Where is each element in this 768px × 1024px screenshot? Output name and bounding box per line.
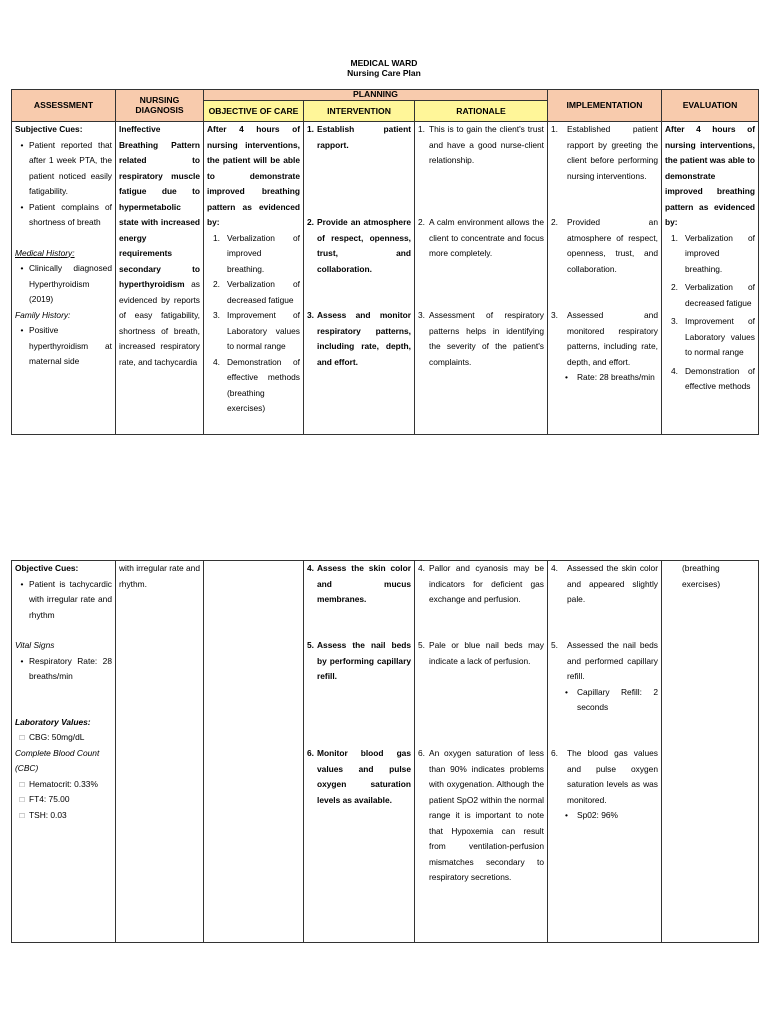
objective-cues-heading: Objective Cues: [15, 563, 79, 573]
nursing-diagnosis-cell [116, 122, 204, 435]
list-item: 4. Demonstration of effective methods (breathing exercises) [213, 356, 300, 413]
cbc-heading: Complete Blood Count (CBC) [15, 747, 100, 773]
diagnosis-statement: Ineffective Breathing Pattern related to respiratory muscle fatigue due to hypermetabolic state with increased energy requirements secondary to hyperthyroidism [119, 124, 200, 289]
subjective-cues-heading: Subjective Cues: [15, 124, 83, 134]
list-item: • Sp02: 96% [551, 808, 658, 824]
care-plan-table-page-2 [11, 560, 759, 943]
list-item: □ CBG: 50mg/dL [15, 730, 112, 746]
rationale-item: 6. An oxygen saturation of less than 90% indicates problems with oxygenation. Although the patient SpO2 within the normal range it is important to note that Hypoxemia can result from ventilation-perfusion mismatches secondary to respiratory secretions. [418, 748, 544, 882]
checkbox-icon: □ [19, 778, 25, 789]
intervention-cell [304, 122, 415, 435]
checkbox-icon: □ [19, 732, 25, 742]
intervention-item: 6. Monitor blood gas values and pulse oxygen saturation levels as available. [307, 748, 411, 805]
list-item: 4. Demonstration of effective methods [671, 365, 755, 391]
assessment-cell [12, 122, 116, 435]
evaluation-header: EVALUATION [662, 90, 759, 122]
nursing-diagnosis-cell [116, 561, 204, 943]
objective-cell [204, 561, 304, 943]
bullet-icon: • [565, 810, 568, 820]
intervention-item: 2. Provide an atmosphere of respect, openness, trust, and collaboration. [307, 217, 411, 274]
list-item: 1. Verbalization of improved breathing. [213, 232, 300, 274]
checkbox-icon: □ [19, 794, 25, 804]
bullet-icon: • [20, 325, 24, 335]
list-item: • Patient reported that after 1 week PTA, the patient noticed easily fatigability. [15, 138, 112, 200]
implementation-item: 6. The blood gas values and pulse oxygen saturation levels as was monitored. [551, 748, 658, 805]
intervention-item: 1. Establish patient rapport. [307, 124, 411, 150]
laboratory-values-heading: Laboratory Values: [15, 716, 91, 727]
rationale-item: 4. Pallor and cyanosis may be indicators for deficient gas exchange and perfusion. [418, 563, 544, 604]
implementation-cell [548, 122, 662, 435]
list-item: 2. Verbalization of decreased fatigue [671, 282, 755, 308]
vital-signs-heading: Vital Signs [15, 640, 55, 650]
intervention-header: INTERVENTION [304, 101, 415, 122]
rationale-header: RATIONALE [415, 101, 548, 122]
evaluation-cell [662, 122, 759, 435]
list-item: 1. Verbalization of improved breathing. [671, 232, 755, 274]
medical-history-heading: Medical History: [15, 247, 75, 258]
implementation-item: 3. Assessed and monitored respiratory patterns, including rate, depth, and effort. [551, 310, 658, 367]
rationale-cell [415, 561, 548, 943]
bullet-icon: • [20, 578, 24, 589]
intervention-item: 5. Assess the nail beds by performing capillary refill. [307, 640, 411, 681]
list-item: 3. Improvement of Laboratory values to normal range [213, 310, 300, 351]
family-history-heading: Family History: [15, 309, 71, 320]
implementation-group [551, 638, 658, 746]
implementation-item: 4. Assessed the skin color and appeared slightly pale. [551, 563, 658, 604]
list-item: • Capillary Refill: 2 seconds [551, 685, 658, 716]
implementation-item: 2. Provided an atmosphere of respect, openness, trust, and collaboration. [551, 217, 658, 274]
diagnosis-continuation: with irregular rate and rhythm. [119, 563, 200, 589]
objective-header: OBJECTIVE OF CARE [204, 101, 304, 122]
list-item: 2. Verbalization of decreased fatigue [213, 279, 300, 305]
list-item: • Clinically diagnosed Hyperthyroidism (2019) [15, 261, 112, 308]
evaluation-continuation: (breathing exercises) [682, 563, 721, 589]
document-title: MEDICAL WARD [350, 58, 418, 68]
list-item: • Patient is tachycardic with irregular rate and rhythm [15, 577, 112, 624]
list-item: • Respiratory Rate: 28 breaths/min [15, 654, 112, 685]
objective-cell [204, 122, 304, 435]
list-item: 3. Improvement of Laboratory values to normal range [671, 316, 755, 357]
intervention-item: 4. Assess the skin color and mucus membranes. [307, 563, 411, 604]
planning-header: PLANNING [204, 90, 548, 101]
rationale-item: 2. A calm environment allows the client to concentrate and focus more completely. [418, 217, 544, 258]
list-item: □ TSH: 0.03 [15, 808, 112, 824]
objective-statement: After 4 hours of nursing interventions, the patient will be able to demonstrate improved breathing pattern as evidenced by: [207, 124, 300, 227]
rationale-cell [415, 122, 548, 435]
implementation-cell [548, 561, 662, 943]
intervention-item: 3. Assess and monitor respiratory patterns, including rate, depth, and effort. [307, 310, 411, 367]
bullet-icon: • [565, 372, 568, 382]
checkbox-icon: □ [19, 809, 25, 820]
intervention-cell [304, 561, 415, 943]
rationale-item: 5. Pale or blue nail beds may indicate a lack of perfusion. [418, 640, 544, 666]
bullet-icon: • [20, 201, 24, 212]
bullet-icon: • [20, 139, 24, 150]
list-item: □ FT4: 75.00 [15, 792, 112, 808]
assessment-header: ASSESSMENT [12, 90, 116, 122]
assessment-cell [12, 561, 116, 943]
implementation-item: 5. Assessed the nail beds and performed capillary refill. [551, 640, 658, 681]
list-item: • Positive hyperthyroidism at maternal side [15, 323, 112, 370]
evaluation-cell [662, 561, 759, 943]
rationale-item: 3. Assessment of respiratory patterns helps in identifying the severity of the patient's complaints. [418, 310, 544, 367]
list-item: □ Hematocrit: 0.33% [15, 777, 112, 793]
document-subtitle: Nursing Care Plan [347, 68, 421, 78]
implementation-header: IMPLEMENTATION [548, 90, 662, 122]
rationale-item: 1. This is to gain the client's trust and have a good nurse-client relationship. [418, 124, 544, 165]
bullet-icon: • [565, 686, 568, 697]
bullet-icon: • [20, 263, 24, 273]
bullet-icon: • [20, 655, 24, 666]
evaluation-statement: After 4 hours of nursing interventions, the patient was able to demonstrate improved breathing pattern as evidenced by: [665, 124, 755, 227]
implementation-item: 1. Established patient rapport by greeting the client before performing nursing interventions. [551, 124, 658, 181]
diagnosis-evidence: as evidenced by reports of easy fatigability, shortness of breath, increased respiratory rate, and tachycardia [119, 279, 200, 367]
nursing-diagnosis-header: NURSING DIAGNOSIS [116, 90, 204, 122]
list-item: • Patient complains of shortness of breath [15, 200, 112, 231]
list-item: • Rate: 28 breaths/min [551, 370, 658, 386]
care-plan-table-page-1 [11, 89, 759, 435]
